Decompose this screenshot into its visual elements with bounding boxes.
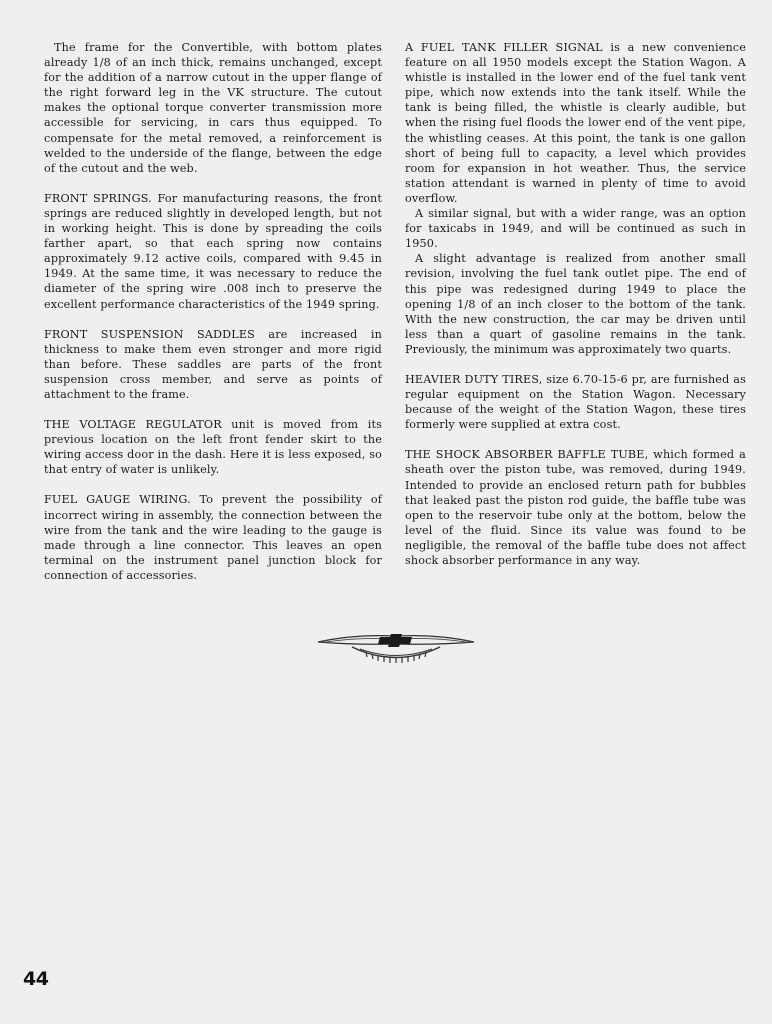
- paragraph-fuel-tank-outlet-pipe: A slight advantage is realized from another small revision, involving the fuel tank outlet pipe. The end of this pipe was redesigned during 1949 to place the opening 1/8 of an inch closer to the bottom of the tank. With the new construction, the car may be driven until less than a quart of gasoline remains in the tank. Previously, the minimum was approximately two quarts.: [405, 252, 746, 356]
- paragraph-fuel-gauge-wiring: FUEL GAUGE WIRING. To prevent the possibility of incorrect wiring in assembly, the connection between the wire from the tank and the wire leading to the gauge is made through a line connector. This leaves an open terminal on the instrument panel junction block for connection of accessories.: [44, 493, 382, 582]
- paragraph-front-suspension-saddles: FRONT SUSPENSION SADDLES are increased in thickness to make them even stronger and more rigid than before. These saddles are parts of the front suspension cross member, and serve as points of attachment to the frame.: [44, 327, 382, 401]
- paragraph-voltage-regulator: THE VOLTAGE REGULATOR unit is moved from its previous location on the left front fender skirt to the wiring access door in the dash. Here it is less exposed, so that entry of water is unlikely.: [44, 418, 382, 477]
- left-column: [44, 40, 382, 598]
- paragraph-similar-signal: A similar signal, but with a wider range, was an option for taxicabs in 1949, and will be continued as such in 1950.: [405, 207, 746, 251]
- chevrolet-bowtie-winged-emblem-icon: [316, 628, 476, 668]
- paragraph-front-springs: FRONT SPRINGS. For manufacturing reasons, the front springs are reduced slightly in developed length, but not in working height. This is done by spreading the coils farther apart, so that each spring now contains approximately 9.12 active coils, compared with 9.45 in 1949. At the same time, it was necessary to reduce the diameter of the spring wire .008 inch to preserve the excellent performance characteristics of the 1949 spring.: [44, 191, 382, 311]
- right-column: [405, 40, 746, 583]
- paragraph-fuel-tank-filler-signal: A FUEL TANK FILLER SIGNAL is a new convenience feature on all 1950 models except the Station Wagon. A whistle is installed in the lower end of the fuel tank vent pipe, which now extends into the tank itself. While the tank is being filled, the whistle is clearly audible, but when the rising fuel floods the lower end of the vent pipe, the whistling ceases. At this point, the tank is one gallon short of being full to capacity, a level which provides room for expansion in hot weather. Thus, the service station attendant is warned in plenty of time to avoid overflow.: [405, 41, 746, 205]
- page-number: 44: [23, 968, 49, 990]
- paragraph-shock-absorber-baffle-tube: THE SHOCK ABSORBER BAFFLE TUBE, which formed a sheath over the piston tube, was removed, during 1949. Intended to provide an enclosed return path for bubbles that leaked past the piston rod guide, the baffle tube was open to the reservoir tube only at the bottom, below the level of the fluid. Since its value was found to be negligible, the removal of the baffle tube does not affect shock absorber performance in any way.: [405, 448, 746, 567]
- paragraph-heavier-duty-tires: HEAVIER DUTY TIRES, size 6.70-15-6 pr, are furnished as regular equipment on the Station Wagon. Necessary because of the weight of the Station Wagon, these tires formerly were supplied at extra cost.: [405, 372, 746, 432]
- paragraph-frame-convertible: The frame for the Convertible, with bottom plates already 1/8 of an inch thick, remains unchanged, except for the addition of a narrow cutout in the upper flange of the right forward leg in the VK structure. The cutout makes the optional torque converter transmission more accessible for servicing, in cars thus equipped. To compensate for the metal removed, a reinforcement is welded to the underside of the flange, between the edge of the cutout and the web.: [44, 41, 382, 175]
